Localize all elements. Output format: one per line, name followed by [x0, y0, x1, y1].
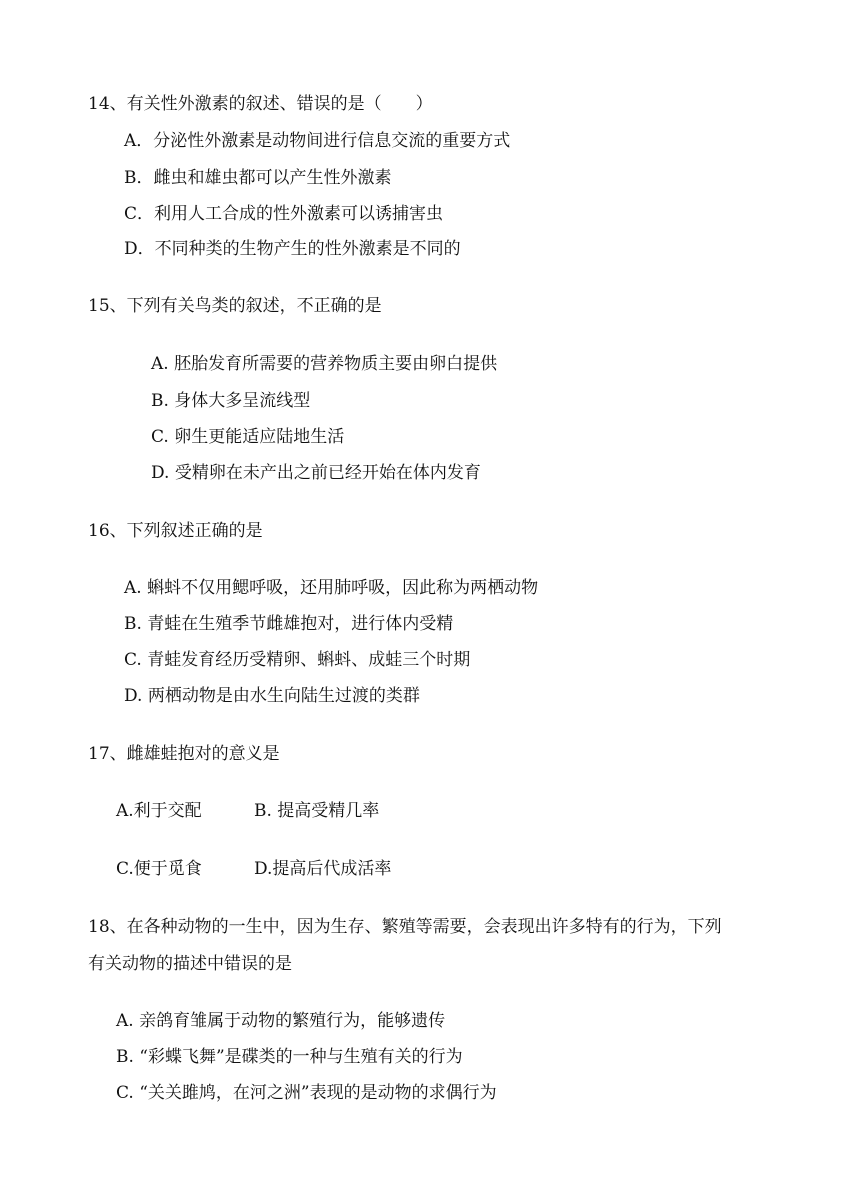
question-16-stem: 16、下列叙述正确的是	[88, 521, 263, 541]
question-14-option-c: C．利用人工合成的性外激素可以诱捕害虫	[124, 204, 444, 224]
question-18-option-a: A. 亲鸽育雏属于动物的繁殖行为，能够遗传	[116, 1011, 446, 1031]
question-15-option-d: D. 受精卵在未产出之前已经开始在体内发育	[151, 463, 481, 483]
question-17-stem: 17、雌雄蛙抱对的意义是	[88, 744, 280, 764]
question-17-option-c: C.便于觅食	[116, 859, 202, 879]
question-18-option-c: C. “关关雎鸠，在河之洲”表现的是动物的求偶行为	[116, 1083, 497, 1103]
question-14-option-b: B．雌虫和雄虫都可以产生性外激素	[124, 168, 392, 188]
question-18-option-b: B. “彩蝶飞舞”是碟类的一种与生殖有关的行为	[116, 1047, 463, 1067]
question-17-option-a: A.利于交配	[116, 801, 202, 821]
question-16-option-d: D. 两栖动物是由水生向陆生过渡的类群	[124, 686, 420, 706]
question-18-stem-line-1: 18、在各种动物的一生中，因为生存、繁殖等需要，会表现出许多特有的行为，下列	[88, 917, 722, 937]
question-16-option-a: A. 蝌蚪不仅用鳃呼吸，还用肺呼吸，因此称为两栖动物	[124, 578, 539, 598]
question-14-option-d: D．不同种类的生物产生的性外激素是不同的	[124, 239, 461, 259]
question-18-stem-line-2: 有关动物的描述中错误的是	[88, 954, 292, 974]
question-17-option-b: B. 提高受精几率	[254, 801, 380, 821]
question-14-stem: 14、有关性外激素的叙述、错误的是（ ）	[88, 94, 433, 114]
question-15-option-b: B. 身体大多呈流线型	[151, 391, 311, 411]
question-15-option-c: C. 卵生更能适应陆地生活	[151, 427, 345, 447]
question-16-option-b: B. 青蛙在生殖季节雌雄抱对，进行体内受精	[124, 614, 454, 634]
question-17-option-d: D.提高后代成活率	[254, 859, 392, 879]
question-14-option-a: A．分泌性外激素是动物间进行信息交流的重要方式	[124, 131, 511, 151]
question-15-stem: 15、下列有关鸟类的叙述，不正确的是	[88, 296, 382, 316]
question-16-option-c: C. 青蛙发育经历受精卵、蝌蚪、成蛙三个时期	[124, 650, 471, 670]
question-15-option-a: A. 胚胎发育所需要的营养物质主要由卵白提供	[151, 354, 498, 374]
